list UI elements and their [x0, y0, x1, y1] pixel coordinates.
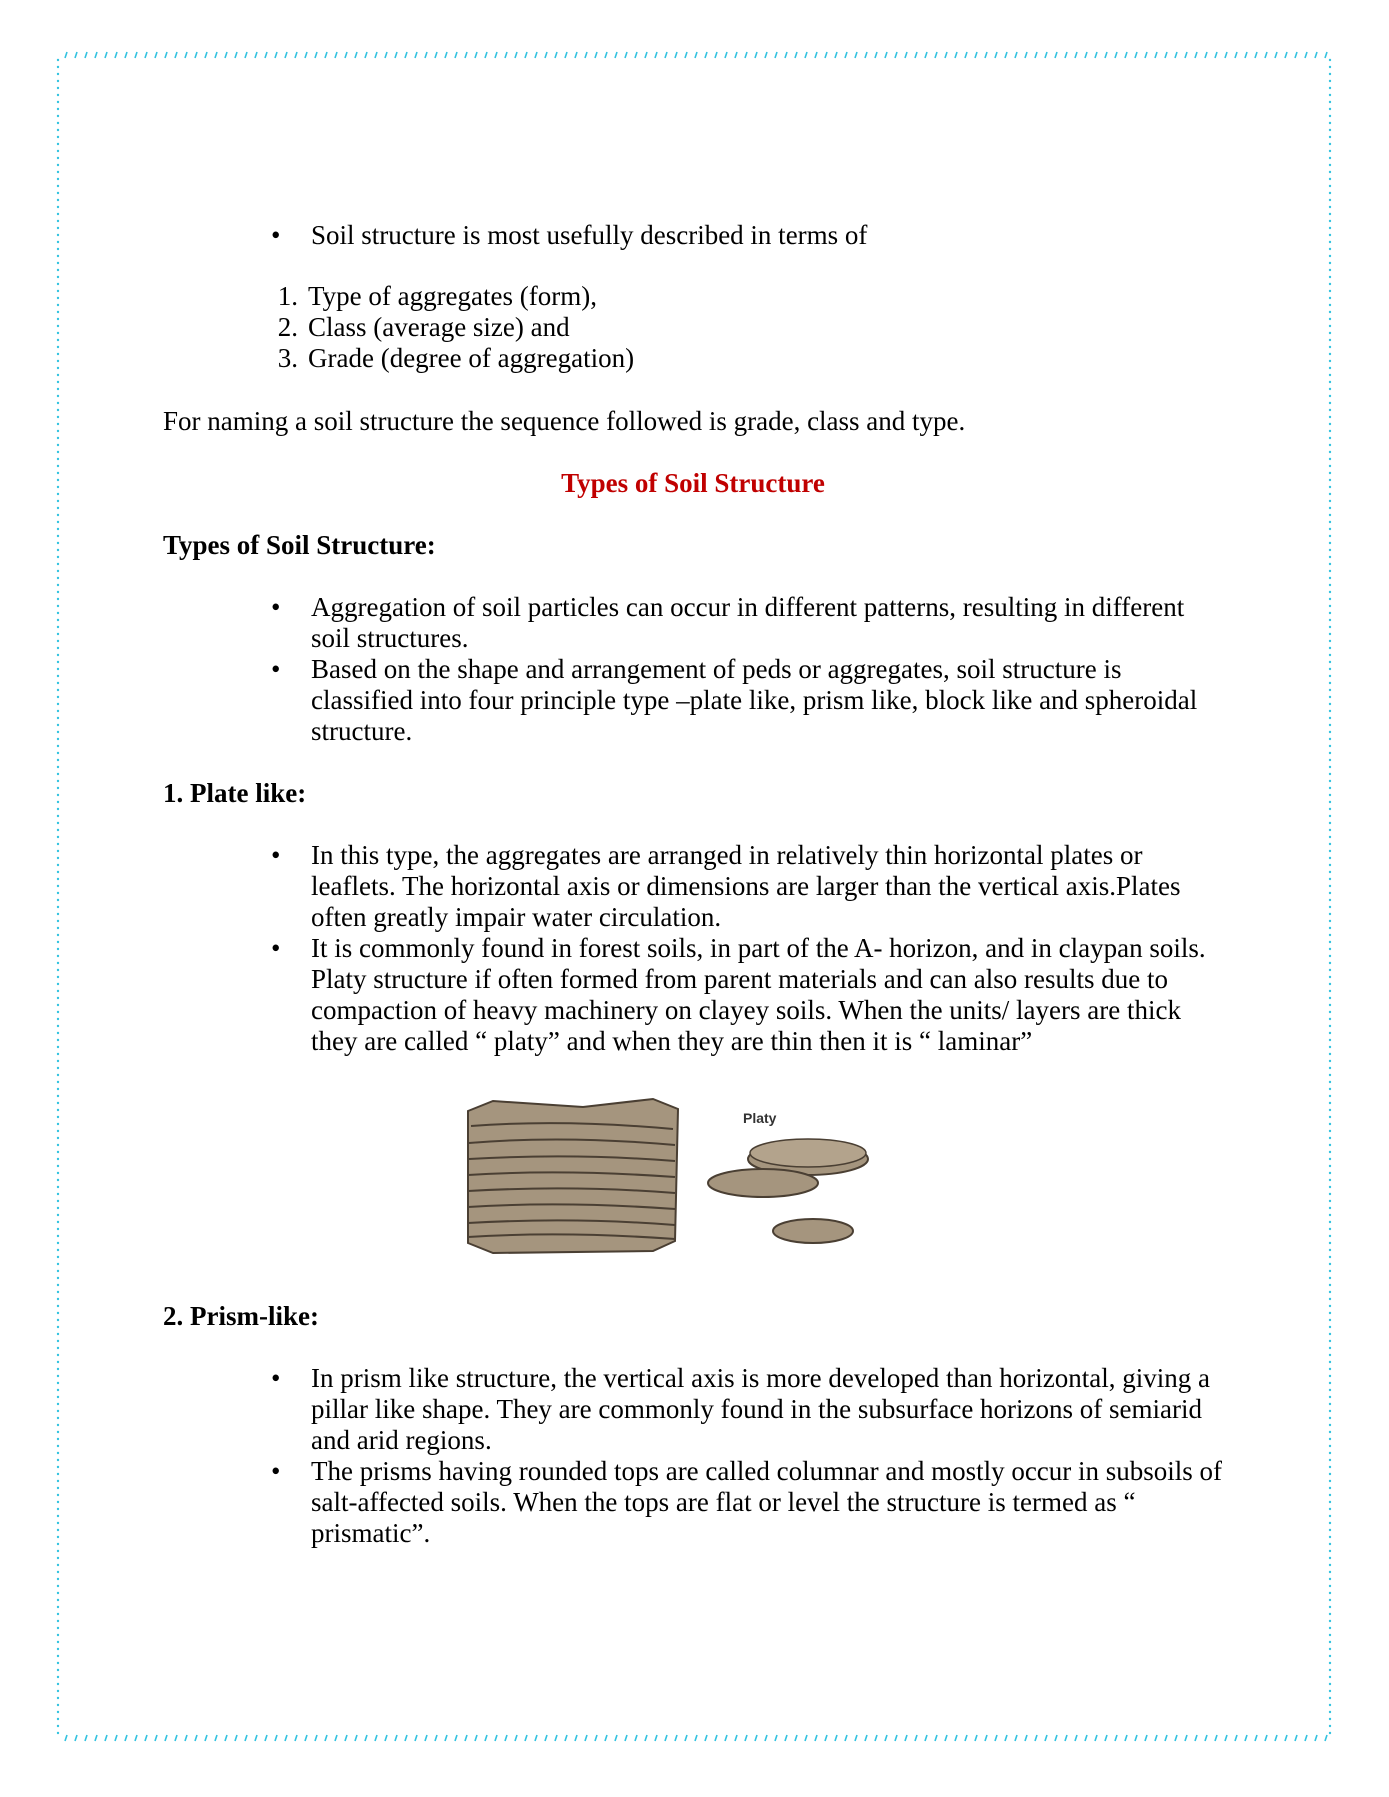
bullet-icon: • — [271, 654, 281, 684]
bullet-icon: • — [271, 933, 281, 963]
bullet-icon: • — [271, 1456, 281, 1486]
list-item — [271, 1456, 1223, 1549]
list-item — [277, 312, 1223, 343]
platy-illustration — [163, 1091, 1223, 1271]
list-number: 3. — [277, 343, 298, 373]
list-item-text: Class (average size) and — [308, 312, 570, 342]
list-item-text: In prism like structure, the vertical axis is more developed than horizontal, giving a pillar like shape. They are commonly found in the subsurface horizons of semiarid and arid regions. — [311, 1363, 1210, 1455]
list-item-text: The prisms having rounded tops are called columnar and mostly occur in subsoils of salt-affected soils. When the tops are flat or level the structure is termed as “ prismatic”. — [311, 1456, 1223, 1548]
naming-paragraph: For naming a soil structure the sequence followed is grade, class and type. — [163, 406, 966, 436]
list-item — [271, 592, 1223, 654]
plate-bullet-list — [163, 840, 1223, 1057]
section-title: Types of Soil Structure — [561, 468, 825, 498]
bullet-icon: • — [271, 1363, 281, 1393]
plate-stack-image — [468, 1099, 678, 1253]
plate-heading: 1. Plate like: — [163, 778, 307, 808]
bullet-icon: • — [271, 592, 281, 622]
list-item — [277, 343, 1223, 374]
list-item-text: Grade (degree of aggregation) — [308, 343, 635, 373]
platy-structure-figure — [163, 1091, 1223, 1271]
list-item-text: Type of aggregates (form), — [308, 281, 597, 311]
intro-bullet-list — [163, 220, 1223, 251]
prism-heading: 2. Prism-like: — [163, 1301, 319, 1331]
list-item — [271, 840, 1223, 933]
intro-bullet-text: Soil structure is most usefully described in terms of — [311, 220, 868, 250]
prism-bullet-list — [163, 1363, 1223, 1549]
list-item — [271, 654, 1223, 747]
list-item-text: Based on the shape and arrangement of peds or aggregates, soil structure is classified into four principle type –plate like, prism like, block like and spheroidal structure. — [311, 654, 1198, 746]
bullet-icon: • — [271, 220, 281, 250]
page-border-bottom — [62, 1733, 1328, 1743]
list-item-text: In this type, the aggregates are arranged in relatively thin horizontal plates or leaflets. The horizontal axis or dimensions are larger than the vertical axis.Plates often greatly impair water circulation. — [311, 840, 1181, 932]
page-border-top — [62, 50, 1328, 60]
list-item-text: Aggregation of soil particles can occur in different patterns, resulting in different soil structures. — [311, 592, 1185, 653]
list-item — [271, 933, 1223, 1057]
types-bullet-list — [163, 592, 1223, 747]
separated-plates-image — [708, 1139, 868, 1243]
list-item — [271, 1363, 1223, 1456]
page-border-left — [56, 58, 60, 1738]
types-heading: Types of Soil Structure: — [163, 530, 436, 560]
list-number: 2. — [277, 312, 298, 342]
list-item — [271, 220, 1223, 251]
figure-label: Platy — [743, 1110, 777, 1126]
aggregation-numbered-list — [163, 281, 1223, 374]
document-body — [163, 220, 1223, 1549]
bullet-icon: • — [271, 840, 281, 870]
list-item-text: It is commonly found in forest soils, in part of the A- horizon, and in claypan soils. Platy structure if often formed from parent materials and can also results due to compaction of heavy machinery on clayey soils. When the units/ layers are thick they are called “ platy” and when they are thin then it is “ laminar” — [311, 933, 1206, 1056]
list-item — [277, 281, 1223, 312]
list-number: 1. — [277, 281, 298, 311]
page-border-right — [1328, 58, 1332, 1738]
